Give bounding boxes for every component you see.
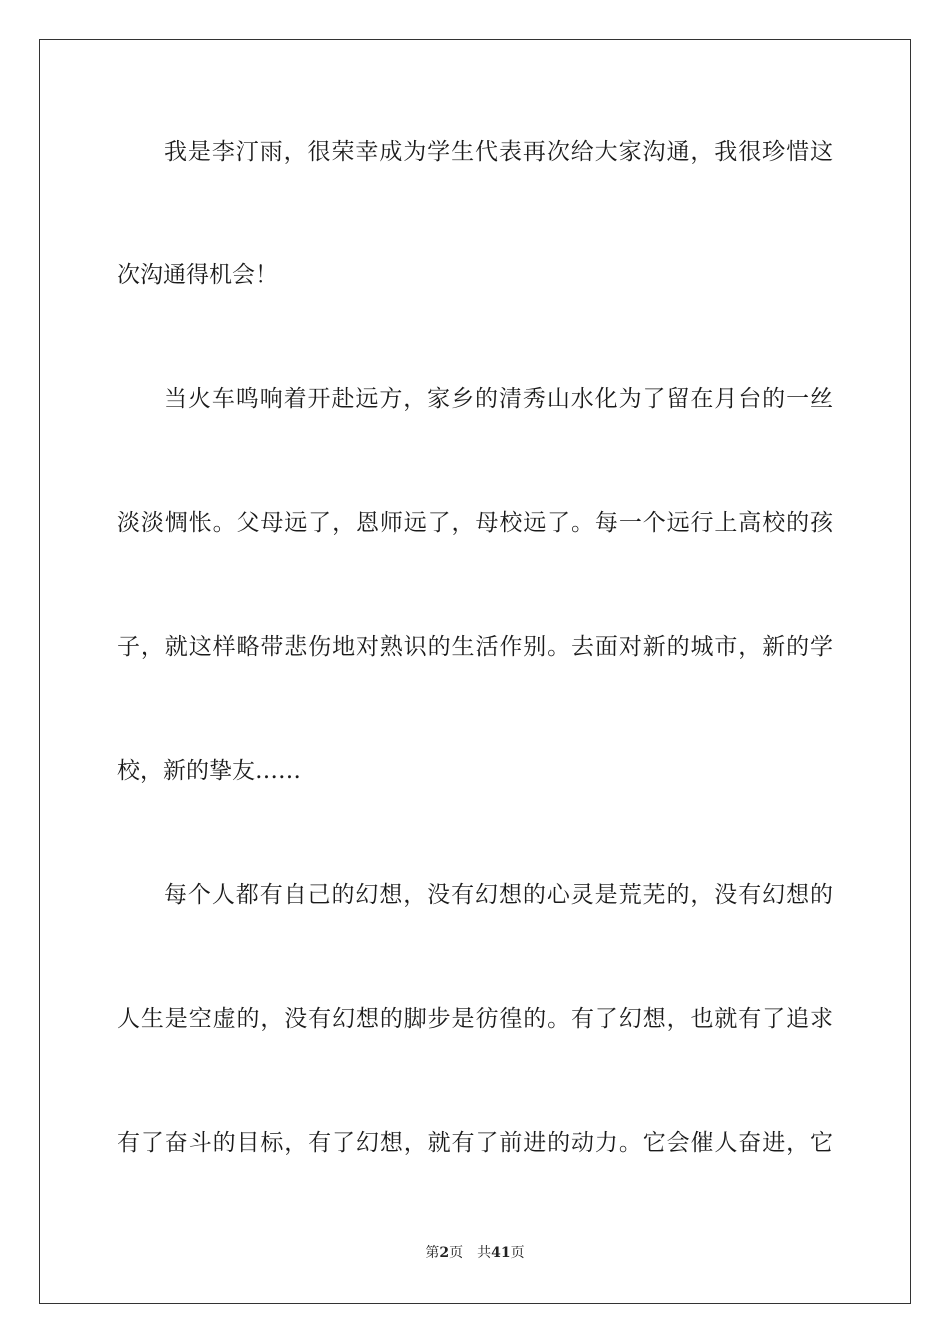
paragraph-1-line-2: 次沟通得机会！ (117, 262, 278, 288)
footer-page-number: 2 (439, 1245, 450, 1261)
paragraph-3-line-1: 每个人都有自己的幻想，没有幻想的心灵是荒芜的，没有幻想的 (164, 882, 833, 908)
page-footer (0, 1243, 950, 1263)
paragraph-2-line-3: 子，就这样略带悲伤地对熟识的生活作别。去面对新的城市，新的学 (117, 634, 833, 660)
paragraph-1-line-1: 我是李汀雨，很荣幸成为学生代表再次给大家沟通，我很珍惜这 (164, 139, 833, 165)
page-border (39, 39, 911, 1304)
footer-total-pages: 41 (491, 1245, 511, 1261)
paragraph-3-line-2: 人生是空虚的，没有幻想的脚步是彷徨的。有了幻想，也就有了追求 (117, 1006, 833, 1032)
paragraph-3-line-3: 有了奋斗的目标，有了幻想，就有了前进的动力。它会催人奋进，它 (117, 1130, 833, 1156)
paragraph-2-line-2: 淡淡惆怅。父母远了，恩师远了，母校远了。每一个远行上高校的孩 (117, 510, 833, 536)
paragraph-2-line-4: 校，新的挚友…… (117, 758, 301, 784)
footer-total-suffix: 页 (510, 1245, 525, 1261)
paragraph-2-line-1: 当火车鸣响着开赴远方，家乡的清秀山水化为了留在月台的一丝 (164, 386, 833, 412)
footer-page-suffix: 页 (449, 1245, 464, 1261)
footer-total-prefix: 共 (477, 1245, 492, 1261)
footer-page-prefix: 第 (425, 1245, 440, 1261)
